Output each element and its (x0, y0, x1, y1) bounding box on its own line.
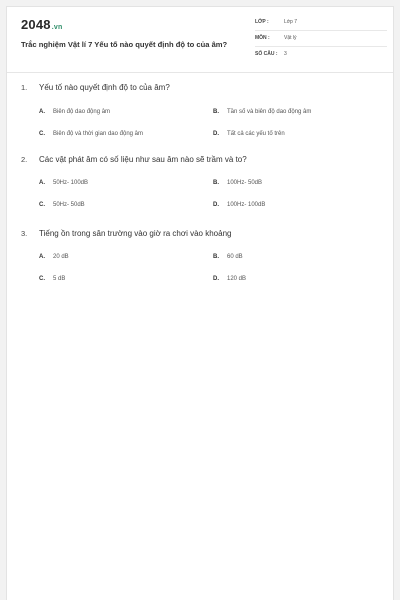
answer-option-d[interactable] (213, 202, 265, 208)
question-text: Các vật phát âm có số liệu như sau âm nào sẽ trầm và to? (39, 155, 247, 164)
answer-text: 120 dB (227, 276, 247, 282)
answer-letter: B. (213, 254, 219, 260)
answer-letter: C. (39, 202, 45, 208)
answer-text: 50Hz- 50dB (53, 202, 85, 208)
answer-text: 100Hz- 100dB (227, 202, 266, 208)
answer-letter: A. (39, 254, 45, 260)
answer-option-b[interactable] (213, 180, 262, 186)
answer-text: 20 dB (53, 254, 69, 260)
question-number: 1. (21, 83, 28, 92)
answer-text: 5 dB (53, 276, 66, 282)
answer-letter: D. (213, 131, 219, 137)
worksheet-page (6, 6, 394, 600)
answer-letter: C. (39, 276, 45, 282)
meta-label: LỚP : (255, 19, 269, 25)
answer-option-d[interactable] (213, 276, 246, 282)
answer-text: 60 dB (227, 254, 243, 260)
meta-value: Lớp 7 (284, 19, 298, 25)
question-text: Yếu tố nào quyết định độ to của âm? (39, 83, 170, 92)
worksheet-meta (255, 17, 387, 64)
answer-letter: B. (213, 109, 219, 115)
answer-letter: C. (39, 131, 45, 137)
meta-label: SỐ CÂU : (255, 51, 278, 57)
meta-row-subject (255, 33, 387, 47)
logo-suffix: .vn (51, 24, 63, 31)
answer-text: Biên độ dao động âm (53, 109, 111, 115)
question-1 (21, 83, 387, 137)
answer-letter: D. (213, 202, 219, 208)
question-number: 3. (21, 229, 28, 238)
answer-option-a[interactable] (39, 109, 110, 115)
answer-option-a[interactable] (39, 180, 88, 186)
answer-text: Tất cả các yếu tố trên (227, 131, 285, 137)
answer-text: Biên độ và thời gian dao động âm (53, 131, 143, 137)
answer-letter: B. (213, 180, 219, 186)
answer-option-c[interactable] (39, 276, 65, 282)
question-text: Tiếng ồn trong sân trường vào giờ ra chơi vào khoảng (39, 229, 232, 238)
question-3 (21, 229, 387, 282)
answer-option-b[interactable] (213, 254, 243, 260)
worksheet-header (7, 7, 393, 73)
meta-row-question-count (255, 49, 387, 62)
meta-row-class (255, 17, 387, 31)
answer-text: 50Hz- 100dB (53, 180, 89, 186)
answer-option-d[interactable] (213, 131, 285, 137)
document-title: Trắc nghiệm Vật lí 7 Yếu tố nào quyết định độ to của âm? (21, 40, 228, 49)
question-2 (21, 155, 387, 208)
answer-letter: A. (39, 109, 45, 115)
meta-label: MÔN : (255, 35, 270, 41)
answer-option-b[interactable] (213, 109, 311, 115)
answer-option-c[interactable] (39, 202, 85, 208)
answer-text: 100Hz- 50dB (227, 180, 263, 186)
question-number: 2. (21, 155, 28, 164)
logo-text: 2048 (21, 17, 51, 32)
answer-letter: A. (39, 180, 45, 186)
answer-option-c[interactable] (39, 131, 143, 137)
meta-value: 3 (284, 51, 287, 57)
site-logo[interactable] (21, 17, 62, 32)
answer-text: Tần số và biên độ dao động âm (227, 109, 312, 115)
answer-option-a[interactable] (39, 254, 69, 260)
meta-value: Vật lý (284, 35, 297, 41)
answer-letter: D. (213, 276, 219, 282)
